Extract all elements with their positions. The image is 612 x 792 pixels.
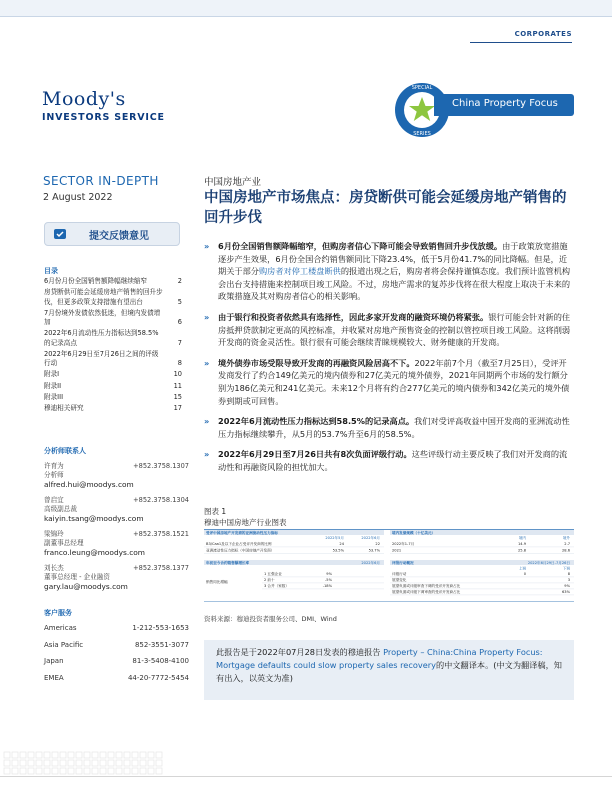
sub-left-row-label: 3 合并（家数） — [264, 584, 289, 588]
key-point-text: 2022年前7个月（截至7月25日），受评开发商发行了约合149亿美元的境内债券和27亿美元的境外债券，2021年同期两个市场的发行额分别为186亿美元和241亿美元。未来12个月将有约合277亿美元的境内债券和342亿美元的境外债券到期或可回售。 — [218, 357, 570, 406]
right-row-value: 14.9 — [517, 542, 526, 546]
footer-grid-cell — [116, 768, 122, 774]
sub-right-row-value: 63% — [562, 590, 570, 594]
region-phone: 852-3551-3077 — [134, 640, 189, 649]
toc-item-label: 附录III — [44, 392, 64, 401]
exhibit-label: 图表 1 — [204, 507, 227, 516]
toc-item-page: 11 — [173, 381, 182, 390]
footer-grid-cell — [44, 768, 50, 774]
sub-right-col: 上调 — [518, 566, 526, 571]
footer-grid-cell — [12, 752, 18, 758]
toc-list — [44, 277, 182, 415]
toc-item-label: 2022年6月29日至7月26日之间的评级行动 — [44, 349, 159, 368]
footer-grid-cell — [148, 768, 154, 774]
region: Japan — [44, 657, 64, 665]
footer-graphic — [0, 746, 612, 776]
footer-grid-cell — [76, 752, 82, 758]
region: EMEA — [44, 673, 64, 682]
footer-grid-cell — [92, 760, 98, 766]
badge-ring-text: SPECIAL — [411, 85, 433, 91]
exhibit-top-rule — [204, 529, 574, 530]
toc-item-label: 2022年6月流动性压力指标达到58.5%的记录高点 — [44, 329, 159, 347]
key-point-lead: 2022年6月流动性压力指标达到58.5%的记录高点。 — [218, 416, 415, 427]
footer-grid-cell — [116, 760, 122, 766]
contact-card — [44, 496, 189, 524]
footer-grid-cell — [108, 768, 114, 774]
sub-right-row-label: 展望负面或评级审查下调的受评开发商占比 — [392, 584, 461, 588]
sub-right-col: 下调 — [562, 566, 570, 571]
header-rule — [470, 42, 572, 43]
toc-item-page: 15 — [173, 392, 182, 401]
toc-item-page: 5 — [177, 297, 182, 306]
sub-left-label: 销售同比增幅 — [206, 580, 228, 584]
sub-right-row-value: 8 — [567, 572, 570, 576]
contact-email[interactable]: kaiyin.tsang@moodys.com — [44, 514, 144, 523]
sub-right-row-value: 9% — [564, 584, 570, 588]
left-col-header: 2022年5月 — [325, 536, 344, 540]
toc-item[interactable] — [44, 288, 182, 307]
badge-ring-text-bottom: SERIES — [413, 131, 431, 137]
footer-grid-cell — [68, 760, 74, 766]
article-title: 中国房地产市场焦点：房贷断供可能会延缓房地产销售的回升步伐 — [204, 190, 567, 226]
exhibit-source: 资料来源：穆迪投资者服务公司、DMI、Wind — [204, 615, 337, 623]
footer-rule — [0, 776, 612, 777]
footer-grid-cell — [60, 752, 66, 758]
contact-name: 梁锦玲 — [44, 530, 64, 538]
footer-grid-cell — [52, 760, 58, 766]
contact-phone: +852.3758.1307 — [133, 462, 189, 470]
sub-left-row-value: 9% — [326, 572, 332, 576]
footer-grid-cell — [12, 760, 18, 766]
sub-right-row-label: 展望变化 — [392, 578, 407, 582]
feedback-icon — [53, 227, 67, 241]
client-services-heading: 客户服务 — [44, 609, 72, 617]
region: Americas — [44, 624, 77, 632]
footer-grid-cell — [4, 752, 10, 758]
key-point — [204, 448, 574, 473]
right-row-label: 2021 — [392, 548, 402, 553]
client-service-row — [44, 657, 189, 665]
sub-right-row-label: 评级行动 — [392, 572, 407, 576]
right-row-value: 2.7 — [564, 542, 570, 546]
key-point-lead: 由于银行和投资者依然具有选择性，因此多家开发商的融资环境仍将紧张。 — [218, 311, 489, 322]
toc-item[interactable] — [44, 382, 182, 392]
footer-grid-cell — [116, 752, 122, 758]
footer-grid-cell — [20, 768, 26, 774]
footer-grid-cell — [4, 760, 10, 766]
key-point-link[interactable]: 购房者对停工楼盘断供 — [258, 266, 341, 277]
note-post: 的中文翻译本。(中文为翻译稿，知有出入，以英文为准) — [216, 660, 562, 683]
toc-item-page: 2 — [177, 277, 182, 285]
footer-grid-cell — [52, 752, 58, 758]
sub-right-header: 评级行动概况 — [392, 560, 414, 565]
footer-grid-cell — [36, 768, 42, 774]
region-phone: 44-20-7772-5454 — [127, 673, 189, 682]
footer-grid-cell — [148, 760, 154, 766]
contact-name: 许育为 — [44, 462, 64, 470]
note-pre: 此报告是于2022年07月28日发表的穆迪报告 — [216, 647, 384, 657]
sub-left-row-label: 2 前十 — [264, 578, 275, 582]
contact-email[interactable]: franco.leung@moodys.com — [44, 548, 146, 557]
exhibit-title: 穆迪中国房地产行业图表 — [204, 518, 287, 527]
footer-grid-cell — [52, 768, 58, 774]
right-row-value: 25.8 — [517, 548, 526, 553]
footer-grid-cell — [124, 768, 130, 774]
key-point — [204, 311, 574, 349]
left-panel-header: 受评中国房地产开发商的亚洲流动性压力指标 — [206, 530, 278, 535]
bullet-marker: » — [204, 311, 210, 322]
footer-grid-cell — [36, 760, 42, 766]
original-report-link[interactable]: Property – China:China Property Focus: Mortgage defaults could slow property sales recovery — [216, 647, 543, 670]
left-row-label: 亚洲流动性压力指标（中国房地产开发商） — [206, 548, 275, 553]
region-phone: 1-212-553-1653 — [132, 624, 189, 632]
key-point-text: 由于政策放宽措施逐步产生效果，6月份全国合约销售额同比下降23.4%，低于5月份41.7%的同比降幅。但是，近期关于部分 — [218, 241, 568, 277]
toc-item-page: 10 — [173, 370, 182, 379]
region-phone: 81-3-5408-4100 — [132, 657, 189, 665]
footer-grid-cell — [108, 760, 114, 766]
contact-title: 副董事总经理 — [44, 539, 84, 547]
client-service-row — [44, 674, 189, 682]
toc-item[interactable] — [44, 329, 182, 348]
sub-right-row-label: 展望负面或评级下调审查的受评开发商占比 — [392, 590, 461, 594]
footer-grid-cell — [124, 752, 130, 758]
contact-title: 董事总经理 - 企业融资 — [44, 573, 110, 581]
toc-item[interactable] — [44, 277, 182, 287]
contact-email[interactable]: gary.lau@moodys.com — [44, 582, 128, 591]
footer-grid-cell — [156, 752, 162, 758]
contact-card — [44, 564, 189, 592]
key-point-text: 这些评级行动主要反映了我们对开发商的流动性和再融资风险的担忧加大。 — [218, 449, 568, 472]
key-point-lead: 6月份全国销售额降幅缩窄，但购房者信心下降可能会导致销售回升步伐放缓。 — [218, 241, 503, 251]
bullet-marker: » — [204, 357, 210, 368]
contact-title: 分析师 — [44, 471, 64, 479]
translation-note — [204, 640, 574, 700]
left-row-value: 24 — [339, 542, 344, 546]
doc-type: SECTOR IN-DEPTH — [43, 174, 159, 188]
key-point — [204, 415, 574, 440]
toc-item[interactable] — [44, 350, 182, 369]
toc-item[interactable] — [44, 404, 182, 414]
key-point-lead: 2022年6月29日至7月26日共有8次负面评级行动。 — [218, 449, 412, 460]
contact-email[interactable]: alfred.hui@moodys.com — [44, 480, 134, 489]
right-col-header: 境内 — [518, 536, 526, 540]
region: Asia Pacific — [44, 640, 84, 649]
footer-grid-cell — [140, 752, 146, 758]
footer-grid-cell — [100, 752, 106, 758]
footer-grid-cell — [44, 752, 50, 758]
right-panel-header: 境内发债规模（十亿美元） — [392, 530, 436, 535]
sub-left-header: 年初至今合约销售额增长率 — [206, 560, 250, 565]
toc-item-label: 6月份月份全国销售额降幅继续缩窄 — [44, 277, 148, 285]
section-tag: CORPORATES — [514, 30, 572, 38]
left-col-header: 2022年6月 — [361, 536, 380, 540]
sub-right-row-value: 3 — [567, 578, 570, 582]
footer-grid-cell — [132, 760, 138, 766]
sub-left-note: 2022年6月 — [361, 560, 380, 565]
left-row-label: B3/Caa1及以下企业占受评开发商的比例 — [206, 542, 272, 546]
contact-name: 曾启宜 — [44, 496, 64, 504]
series-banner-text: China Property Focus — [452, 98, 558, 109]
footer-grid-cell — [92, 752, 98, 758]
footer-grid-cell — [20, 752, 26, 758]
right-col-header: 境外 — [562, 536, 570, 540]
key-point — [204, 240, 574, 303]
client-service-row — [44, 624, 189, 632]
footer-grid-cell — [44, 760, 50, 766]
toc-item-page: 7 — [177, 338, 182, 347]
top-band-divider — [0, 16, 612, 17]
contact-name: 刘长杰 — [44, 564, 64, 572]
top-band-fill — [0, 0, 612, 16]
toc-item-label: 7月份境外发债依然低迷，但境内发债增加 — [44, 308, 161, 327]
client-service-row — [44, 641, 189, 649]
toc-item-label: 房贷断供可能会延缓房地产销售的回升步伐，但更多政策支持措施有望出台 — [44, 288, 163, 306]
footer-grid-cell — [140, 768, 146, 774]
bullet-marker: » — [204, 416, 210, 427]
key-point-lead: 境外债券市场受限导致开发商的再融资风险居高不下。 — [218, 357, 415, 368]
toc-item-page: 8 — [177, 359, 182, 368]
sub-right-note: 2022年6月29日-7月26日 — [527, 560, 570, 565]
footer-grid-cell — [36, 752, 42, 758]
footer-grid-cell — [60, 760, 66, 766]
left-row-value: 22 — [375, 542, 380, 546]
footer-grid-cell — [140, 760, 146, 766]
sub-left-row-label: 1 五强企业 — [264, 572, 282, 576]
footer-grid-cell — [68, 768, 74, 774]
moodys-logo: Moody's — [42, 88, 126, 110]
toc-item[interactable] — [44, 393, 182, 403]
bullet-marker: » — [204, 449, 210, 460]
footer-grid-cell — [132, 752, 138, 758]
footer-grid-cell — [148, 752, 154, 758]
series-banner — [434, 94, 574, 116]
contacts-heading: 分析师联系人 — [44, 447, 86, 455]
footer-grid-cell — [92, 768, 98, 774]
sub-right-row-value: 0 — [523, 572, 526, 576]
footer-grid-cell — [124, 760, 130, 766]
footer-grid-cell — [100, 768, 106, 774]
sub-left-row-value: -18% — [322, 584, 332, 588]
footer-grid-cell — [76, 768, 82, 774]
footer-grid-cell — [132, 768, 138, 774]
toc-item[interactable] — [44, 370, 182, 380]
feedback-button[interactable] — [44, 222, 180, 246]
industry-label: 中国房地产业 — [204, 177, 262, 188]
doc-date: 2 August 2022 — [43, 192, 113, 203]
toc-item-page: 6 — [177, 318, 182, 327]
key-point-text-cont: 的报道出现之后，购房者将会保持谨慎态度。我们预计监管机构会出台支持措施来控制项目竣工风险。不过，房地产需求的复苏步伐将在很大程度上取决于未来的政策措施及其对购房者信心的相关影响。 — [218, 266, 571, 302]
exhibit-table — [204, 529, 574, 609]
footer-grid-cell — [156, 768, 162, 774]
sub-left-row-value: -5% — [325, 578, 332, 582]
footer-grid-cell — [28, 768, 34, 774]
contact-phone: +852.3758.1377 — [133, 564, 189, 572]
right-row-value: 28.6 — [561, 548, 570, 553]
toc-item-label: 附录II — [44, 381, 62, 390]
toc-heading: 目录 — [44, 267, 58, 275]
contact-title: 高级副总裁 — [44, 505, 77, 513]
footer-grid-cell — [28, 752, 34, 758]
footer-grid-cell — [76, 760, 82, 766]
footer-grid-cell — [100, 760, 106, 766]
translation-note-text — [216, 646, 562, 685]
toc-item[interactable] — [44, 309, 182, 328]
bullet-marker: » — [204, 241, 210, 251]
left-row-value: 53.7% — [368, 548, 380, 553]
footer-grid-cell — [12, 768, 18, 774]
footer-grid-cell — [60, 768, 66, 774]
key-points — [204, 240, 574, 482]
footer-grid-cell — [4, 768, 10, 774]
contact-card — [44, 462, 189, 490]
toc-item-page: 17 — [173, 403, 182, 412]
key-point-text: 我们对受评高收益中国开发商的亚洲流动性压力指标继续攀升，从5月的53.7%升至6月的58.5%。 — [218, 416, 570, 439]
footer-grid-cell — [68, 752, 74, 758]
contact-phone: +852.3758.1304 — [133, 496, 189, 504]
footer-grid-cell — [28, 760, 34, 766]
footer-grid-cell — [156, 760, 162, 766]
toc-item-label: 穆迪相关研究 — [44, 403, 84, 412]
contact-card — [44, 530, 189, 558]
feedback-button-label: 提交反馈意见 — [89, 231, 149, 242]
toc-item-label: 附录I — [44, 370, 60, 379]
top-band — [0, 0, 612, 16]
key-point-text: 银行可能会针对新的住房抵押贷款制定更高的风控标准，并收紧对房地产预售资金的控制以管控项目竣工风险。这将削弱开发商的资金灵活性。银行很有可能会继续青睐规模较大、财务健康的开发商。 — [218, 311, 571, 348]
footer-grid-cell — [84, 768, 90, 774]
right-row-label: 2022年1-7月 — [392, 542, 415, 546]
investors-service-logo: INVESTORS SERVICE — [42, 112, 165, 123]
footer-grid-cell — [84, 752, 90, 758]
footer-grid-cell — [84, 760, 90, 766]
key-point — [204, 357, 574, 407]
left-row-value: 53.5% — [332, 548, 344, 553]
contact-phone: +852.3758.1521 — [133, 530, 189, 538]
footer-grid-cell — [20, 760, 26, 766]
footer-grid-cell — [108, 752, 114, 758]
